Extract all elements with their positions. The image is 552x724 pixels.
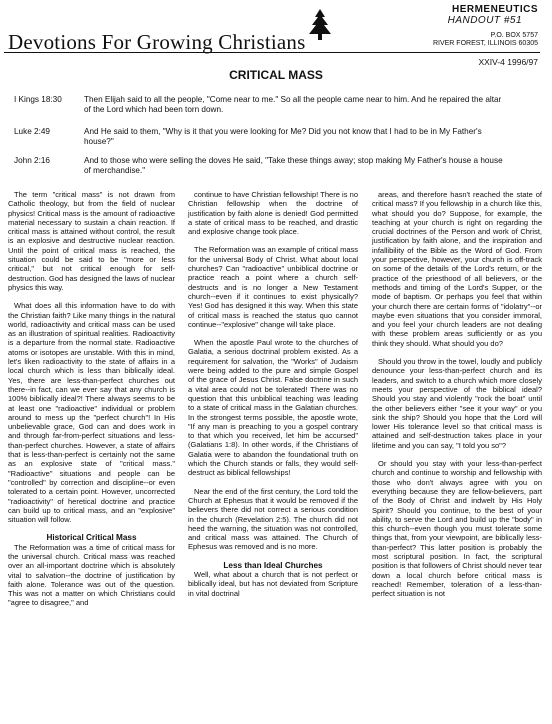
column-3 bbox=[372, 190, 542, 607]
paragraph: The Reformation was a time of critical mass for the universal church. Critical mass was reached over an all-important doctrine which is absolutely vital to salvation--the doctrine of justification by faith alone. Tolerance was out of the question. This was not a matter on which Christians could "agree to disagree," and bbox=[8, 542, 175, 608]
handout-number: HANDOUT #51 bbox=[447, 15, 522, 26]
brand-title: Devotions For Growing Christians bbox=[8, 30, 306, 54]
issue-number: XXIV-4 1996/97 bbox=[478, 57, 538, 67]
paragraph: The Reformation was an example of critical mass for the universal Body of Christ. What about local churches? Can "radioactive" unbiblical doctrine or practice reach a point where a church self-destructs and is no longer a New Testament church--even if it continues to exist physically? Yes! God has designed it this way. When this state of critical mass is reached the status quo cannot continue--"explosive" change will take place. bbox=[188, 245, 358, 329]
paragraph: Or should you stay with your less-than-perfect church and continue to worship and fellowship with those who don't always agree with you on everything because they are fellow-believers, part of the Body of Christ and indwelt by His Holy Spirit? Should you continue, to the best of your ability, to serve the Lord and build up the "body" in this church--even though you must tolerate some things that, from your viewpoint, are biblically less-than-perfect? This latter position is probably the most scriptural position. In fact, the scriptural position is that followers of Christ should never tear down a local church before critical mass is reached! Remember, toleration of a less-than-perfect situation is not bbox=[372, 459, 542, 599]
paragraph: What does all this information have to do with the Christian faith? Like many things in the natural world, radioactivity and critical mass can be used as an illustration of spiritual realities. Radioactivity is a departure from the normal state. Radioactive atoms or isotopes are unstable. With this in mind, let's liken radioactivity to the state of affairs in a local church which is less than biblically ideal. Yes, there are less-than-perfect churches out there--in fact, can we ever say that any church is 100% biblically ideal?! There always seems to be at least one "radioactive" individual or problem around to mess up the "perfect church"! In His unbelievable grace, God can and does work in and through far-from-perfect situations and less-than-perfect churches. However, a state of affairs that is less-than-perfect is certainly not the same as an explosive state of "critical mass." "Radioactive" situations and people can be "controlled" by correction and discipline--or even tolerated to a certain point. However, uncorrected "radioactivity" of heretical doctrine and practice can build up to critical mass, and an "explosive" situation will follow. bbox=[8, 301, 175, 525]
section-heading: Historical Critical Mass bbox=[46, 533, 137, 543]
section-heading: Less than Ideal Churches bbox=[223, 560, 323, 570]
header-divider bbox=[4, 52, 540, 53]
paragraph: continue to have Christian fellowship! There is no Christian fellowship when the doctrine of justification by faith alone is denied! God permitted a state of critical mass to be reached, and drastic and explosive change took place. bbox=[188, 190, 358, 237]
verse-text: Then Elijah said to all the people, "Come near to me." So all the people came near to him. And he repaired the altar of the Lord which had been torn down. bbox=[84, 95, 502, 115]
paragraph: When the apostle Paul wrote to the churches of Galatia, a serious doctrinal problem existed. As a requirement for salvation, the "Works" of Judaism were being added to the pure and simple Gospel of the grace of Jesus Christ. False doctrine in such a vital area could not be tolerated! There was no question that this unbiblical teaching was leading to a state of critical mass in the Galatian churches. In the strongest terms possible, the apostle wrote, "If any man is preaching to you a gospel contrary to that which you received, let him be accursed" (Galatians 1:8). In other words, if the Christians of Galatia were to abandon the foundational truth on which the Church stands or falls, they would self-destruct as biblical fellowships! bbox=[188, 338, 358, 478]
verse-text: And to those who were selling the doves He said, "Take these things away; stop making My Father's house a house of merchandise." bbox=[84, 156, 503, 176]
document-title: CRITICAL MASS bbox=[229, 68, 323, 82]
address-line-1: P.O. BOX 5757 bbox=[490, 32, 538, 39]
pine-tree-icon bbox=[305, 8, 335, 42]
verse-reference: Luke 2:49 bbox=[14, 127, 50, 136]
verse-text: And He said to them, "Why is it that you were looking for Me? Did you not know that I had to be in My Father's house?" bbox=[84, 127, 482, 147]
address-line-2: RIVER FOREST, ILLINOIS 60305 bbox=[432, 40, 538, 47]
paragraph: Well, what about a church that is not perfect or biblically ideal, but has not deviated from Scripture in vital doctrinal bbox=[188, 569, 358, 598]
column-2 bbox=[188, 190, 358, 607]
series-label: HERMENEUTICS bbox=[451, 4, 538, 15]
paragraph: The term "critical mass" is not drawn from Catholic theology, but from the field of nuclear physics! Critical mass is the amount of radioactive material necessary to sustain a chain reaction. If critical mass is attained without control, the result is an explosive and destructive nuclear reaction. Until the point of critical mass is reached, the situation could be said to be "more or less critical," but not critical enough for self-destruction. God has designed the laws of nuclear physics this way. bbox=[8, 190, 175, 292]
paragraph: areas, and therefore hasn't reached the state of critical mass? If you fellowship in a church like this, what should you do? Suppose, for example, the teaching at your church is right on regarding the crucial doctrines of the Person and work of Christ, justification by faith alone, and the inspiration and infallibility of the Bible as the Word of God. From your perspective, however, your church is off-track on some of the details of the Lord's return, or the practice of the priesthood of all believers, or the methods and timing of the Lord's Supper, or the mode of baptism. Or perhaps you feel that within your church there are certain forms of "idolatry"--or maybe even situations that you consider immoral, and you feel your church leaders are not dealing with these problem areas sufficiently or as you think they should. What should you do? bbox=[372, 190, 542, 348]
verse-reference: I Kings 18:30 bbox=[14, 95, 62, 104]
paragraph: Near the end of the first century, the Lord told the Church at Ephesus that it would be removed if the believers there did not correct a serious condition in the church (Revelation 2:5). The church did not heed the warning, the situation was not controlled, and critical mass was attained. The Church of Ephesus was removed and is no more. bbox=[188, 486, 358, 552]
paragraph: Should you throw in the towel, loudly and publicly denounce your less-than-perfect church and its leaders, and switch to a church which more closely meets your perspective of the biblical ideal? Should you stay and violently "rock the boat" until the other believers either "see it your way" or you sink the ship? Should you hope that the Lord will lower His tolerance level so that critical mass is attained and self-destruction takes place in your lifetime and you can say, "I told you so"? bbox=[372, 357, 542, 450]
verse-reference: John 2:16 bbox=[14, 156, 50, 165]
column-1 bbox=[8, 190, 175, 617]
